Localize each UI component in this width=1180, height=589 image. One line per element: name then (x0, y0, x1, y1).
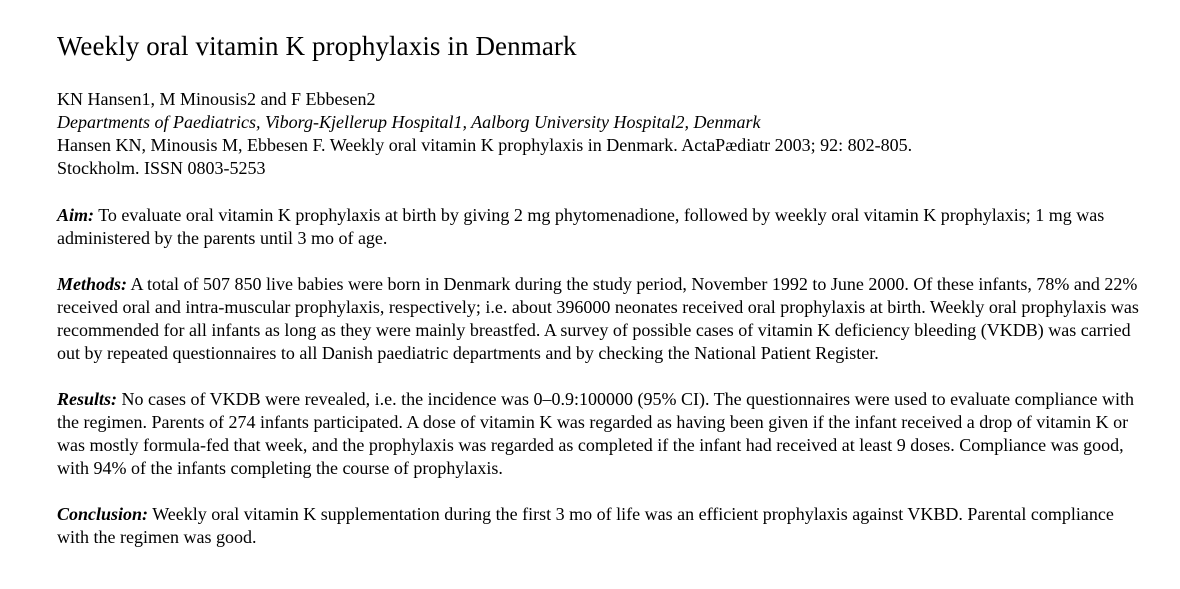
citation-line-secondary: Stockholm. ISSN 0803-5253 (57, 158, 266, 178)
section-label-conclusion: Conclusion: (57, 504, 149, 524)
abstract-section-results (57, 388, 1140, 480)
section-text-conclusion: Weekly oral vitamin K supplementation during the first 3 mo of life was an efficient prophylaxis against VKBD. Parental compliance with the regimen was good. (57, 504, 1114, 547)
section-text-aim: To evaluate oral vitamin K prophylaxis at birth by giving 2 mg phytomenadione, followed by weekly oral vitamin K prophylaxis; 1 mg was administered by the parents until 3 mo of age. (57, 205, 1105, 248)
abstract-section-aim (57, 204, 1140, 250)
article-header (57, 88, 1140, 180)
abstract-section-conclusion (57, 503, 1140, 549)
citation-line-primary: Hansen KN, Minousis M, Ebbesen F. Weekly oral vitamin K prophylaxis in Denmark. ActaPædiatr 2003; 92: 802-805. (57, 135, 913, 155)
section-label-results: Results: (57, 389, 118, 409)
abstract-section-methods (57, 273, 1140, 365)
section-label-methods: Methods: (57, 274, 128, 294)
section-label-aim: Aim: (57, 205, 95, 225)
author-list: KN Hansen1, M Minousis2 and F Ebbesen2 (57, 89, 376, 109)
section-text-results: No cases of VKDB were revealed, i.e. the incidence was 0–0.9:100000 (95% CI). The questionnaires were used to evaluate compliance with the regimen. Parents of 274 infants participated. A dose of vitamin K was regarded as having been given if the infant received a drop of vitamin K or was mostly formula-fed that week, and the prophylaxis was regarded as completed if the infant had received at least 9 doses. Compliance was good, with 94% of the infants completing the course of prophylaxis. (57, 389, 1135, 478)
affiliation: Departments of Paediatrics, Viborg-Kjellerup Hospital1, Aalborg University Hospital2, Denmark (57, 112, 761, 132)
page-title: Weekly oral vitamin K prophylaxis in Denmark (57, 31, 577, 61)
section-text-methods: A total of 507 850 live babies were born in Denmark during the study period, November 1992 to June 2000. Of these infants, 78% and 22% received oral and intra-muscular prophylaxis, respectively; i.e. about 396000 neonates received oral prophylaxis at birth. Weekly oral prophylaxis was recommended for all infants as long as they were mainly breastfed. A survey of possible cases of vitamin K deficiency bleeding (VKDB) was carried out by repeated questionnaires to all Danish paediatric departments and by checking the National Patient Register. (57, 274, 1139, 363)
